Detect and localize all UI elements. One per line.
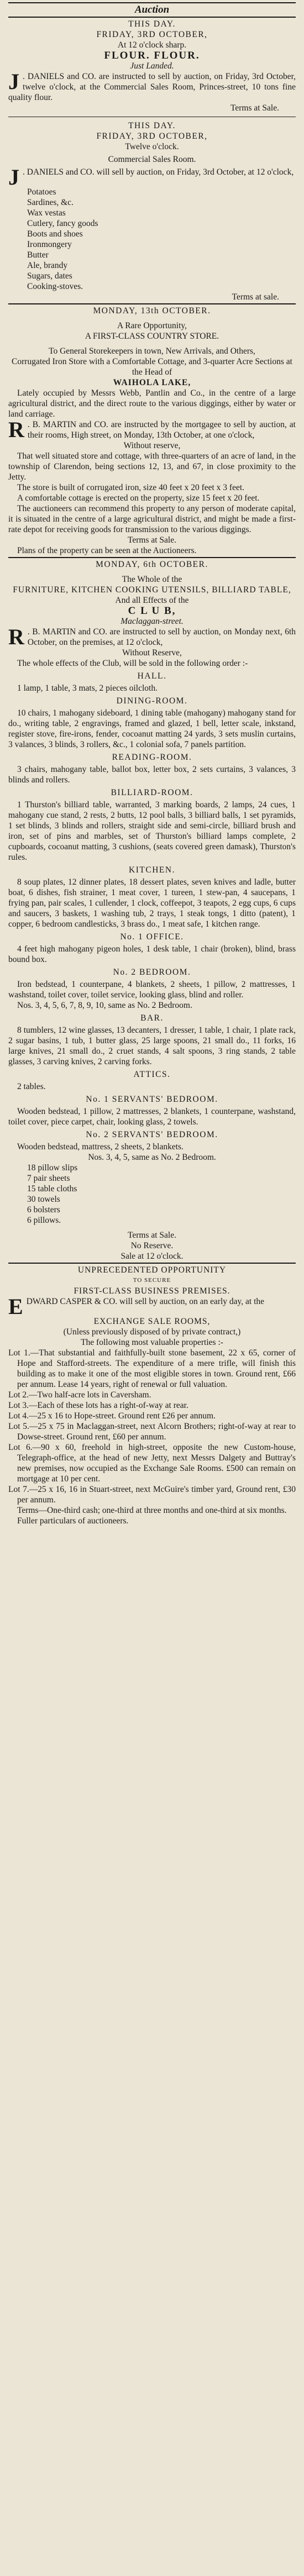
ad3-body1: Lately occupied by Messrs Webb, Pantlin and Co., in the centre of a large agricultural district, and the direct route to the various diggings, either by water or land carriage. (8, 388, 296, 419)
list-item: Cooking-stoves. (27, 282, 83, 291)
list-item: Ale, brandy (27, 261, 68, 270)
room-name: No. 1 SERVANTS' BEDROOM. (86, 1095, 218, 1104)
room-name: READING-ROOM. (112, 753, 192, 762)
ad3-body4: The store is built of corrugated iron, size 40 feet x 20 feet x 3 feet. (17, 483, 245, 492)
ad4-street: Maclaggan-street. (120, 617, 184, 626)
lot-item: Lot 3.—Each of these lots has a right-of-way at rear. (8, 1401, 188, 1410)
ad5-title: UNPRECEDENTED OPPORTUNITY (77, 1265, 227, 1275)
room-items: 2 tables. (17, 1082, 46, 1091)
ad4-reserve: Without Reserve, (122, 648, 182, 658)
room-name: No. 2 BEDROOM. (113, 968, 191, 977)
ad5-terms: Terms—One-third cash; one-third at three months and one-third at six months. (17, 1506, 287, 1515)
ad1-signoff: Terms at Sale. (230, 103, 279, 113)
list-item: Sugars, dates (27, 271, 72, 281)
list-item: Butter (27, 250, 49, 260)
ad3-date: MONDAY, 13th OCTOBER. (93, 306, 211, 316)
ad5-unless: (Unless previously disposed of by private contract,) (63, 1327, 241, 1337)
ad2-date: FRIDAY, 3RD OCTOBER, (96, 132, 208, 141)
room-section (8, 752, 296, 785)
room-items: 8 tumblers, 12 wine glasses, 13 decanters, 1 dresser, 1 table, 1 chair, 1 plate rack, 2 sugar basins, 1 tub, 1 butter glass, 25 large spoons, 21 small do., 11 forks, 16 large knives, 21 small do., 2 cruet stands, 4 salt spoons, 3 ring stands, 2 table glasses, 3 carving knives, 2 carving forks. (8, 1026, 296, 1066)
list-item: 15 table cloths (27, 1184, 77, 1194)
ad-club-furniture (8, 559, 296, 1261)
ad2-body: . DANIELS and CO. will sell by auction, on Friday, 3rd October, at 12 o'clock, (23, 167, 294, 177)
divider (8, 303, 296, 304)
ad3-body5: A comfortable cottage is erected on the property, size 15 feet x 20 feet. (17, 493, 260, 503)
room-section (8, 865, 296, 929)
ad-daniels-sale (8, 120, 296, 302)
ad3-place: WAIHOLA LAKE, (113, 378, 191, 387)
list-item: Boots and shoes (27, 229, 83, 239)
room-items: 3 chairs, mahogany table, ballot box, letter box, 2 sets curtains, 3 valances, 3 blinds and rollers. (8, 765, 296, 785)
room-items: Nos. 3, 4, 5, same as No. 2 Bedroom. (88, 1153, 216, 1162)
ad5-drop-cap: E (8, 1294, 23, 1319)
ad3-to: To General Storekeepers in town, New Arrivals, and Others, (49, 346, 255, 356)
room-name: KITCHEN. (129, 865, 175, 875)
room-items: Nos. 3, 4, 5, 6, 7, 8, 9, 10, same as No. 2 Bedroom. (17, 1001, 192, 1010)
room-name: No. 1 OFFICE. (120, 932, 184, 942)
ad3-opp: A Rare Opportunity, (117, 321, 187, 330)
lot-item: Lot 1.—That substantial and faithfully-built stone basement, 22 x 65, corner of Hope and Stafford-streets. The expenditure of a mere trifle, will finish this building as to make it one of the most eligible stores in town. Ground rent, £66 per annum. Lease 14 years, right of renewal or full valuation. (8, 1348, 296, 1389)
list-item: 30 towels (27, 1195, 60, 1204)
ad1-time: At 12 o'clock sharp. (117, 40, 187, 50)
room-name: DINING-ROOM. (116, 696, 188, 706)
ad4-date: MONDAY, 6th OCTOBER. (96, 560, 208, 569)
ad4-club: C L U B, (128, 605, 176, 617)
ad4-terms: Terms at Sale. (127, 1231, 176, 1240)
ad2-place: Commercial Sales Room. (108, 155, 196, 164)
banner-rule (8, 17, 296, 18)
room-items: 8 soup plates, 12 dinner plates, 18 dessert plates, seven knives and ladle, butter boat, 6 dishes, fish strainer, 1 meat cover, 1 tureen, 1 stew-pan, 4 saucepans, 1 frying pan, pair scales, 1 cullender, 1 clock, coffeepot, 3 teapots, 2 egg cups, 6 cups and saucers, 3 baskets, 1 washing tub, 2 trays, 1 steak tongs, 1 ditto (patent), 1 copper, 6 bedroom candlesticks, 3 brass do., 1 meat safe, 1 kitchen range. (8, 877, 296, 929)
list-item: Potatoes (27, 187, 56, 197)
room-section (8, 1129, 296, 1152)
ad4-drop-cap: R (8, 624, 24, 649)
room-name: No. 2 SERVANTS' BEDROOM. (86, 1130, 218, 1139)
list-item: 7 pair sheets (27, 1174, 70, 1183)
ad1-sub: Just Landed. (130, 61, 174, 71)
ad4-sale: Sale at 12 o'clock. (120, 1252, 184, 1261)
ad4-intro: The whole effects of the Club, will be sold in the following order :- (17, 659, 248, 668)
ad-business-premises (8, 1265, 296, 1526)
ad3-desc: Corrugated Iron Store with a Comfortable Cottage, and 3-quarter Acre Sections at the Head of (12, 357, 292, 377)
top-rule (8, 2, 296, 3)
ad2-time: Twelve o'clock. (125, 142, 179, 151)
ad2-items (27, 187, 296, 292)
ad3-drop-cap: R (8, 417, 24, 442)
room-name: HALL. (137, 671, 167, 681)
room-section (8, 1152, 296, 1163)
ad1-day: THIS DAY. (128, 19, 176, 29)
lot-item: Lot 6.—90 x 60, freehold in high-street, opposite the new Custom-house, Telegraph-office, at the head of new Jetty, next Messrs Dalgety and Buttray's new premises, now occupied as the Exchange Sale Rooms. £500 can remain on mortgage at 10 per cent. (8, 1443, 296, 1484)
room-section (8, 967, 296, 1000)
ad3-terms: Terms at Sale. (127, 535, 176, 545)
room-name: BAR. (140, 1013, 164, 1023)
room-items: 1 lamp, 1 table, 3 mats, 2 pieces oilcloth. (17, 684, 158, 693)
room-section (8, 1094, 296, 1127)
ad2-signoff: Terms at sale. (232, 292, 279, 302)
list-item: 6 bolsters (27, 1205, 60, 1215)
divider (8, 1263, 296, 1264)
room-items: 1 Thurston's billiard table, warranted, 3 marking boards, 2 lamps, 24 cues, 1 mahogany cue stand, 2 rests, 2 butts, 12 pool balls, 3 billiard balls, 1 set pyramids, 1 set blinds, 3 blinds and rollers, straight side and semi-circle, billiard brush and iron, set of pins and marbles, set of Thurston's billiard lamps complete, 2 cupboards, cocoanut matting, 3 cushions, (seats covered green damask), Thurston's rules. (8, 800, 296, 862)
ad3-plans: Plans of the property can be seen at the Auctioneers. (17, 546, 197, 555)
room-name: BILLIARD-ROOM. (111, 788, 193, 797)
ad-country-store (8, 306, 296, 556)
ad3-body6: The auctioneers can recommend this property to any person of moderate capital, it is situated in the centre of a large agricultural district, and might be made a first-rate depot for receiving goods for transmission to the various diggings. (8, 504, 296, 534)
room-section (8, 696, 296, 750)
room-section (8, 671, 296, 693)
ad4-effects: And all Effects of the (115, 596, 189, 605)
ad5-following: The following most valuable properties :- (81, 1338, 223, 1347)
room-items: Iron bedstead, 1 counterpane, 4 blankets, 2 sheets, 1 pillow, 2 mattresses, 1 washstand, toilet cover, toilet service, looking glass, blind and roller. (8, 980, 296, 1000)
ad5-premises: FIRST-CLASS BUSINESS PREMISES. (74, 1286, 230, 1296)
ad5-rooms: EXCHANGE SALE ROOMS, (93, 1317, 211, 1326)
list-item: Ironmongery (27, 240, 72, 249)
ad3-body3: That well situated store and cottage, with three-quarters of an acre of land, in the township of Clarendon, being sections 12, 13, and 67, in close proximity to the Jetty. (8, 451, 296, 482)
room-section (8, 932, 296, 965)
list-item: Sardines, &c. (27, 198, 74, 207)
ad5-fuller: Fuller particulars of auctioneers. (17, 1516, 129, 1526)
ad4-body: . B. MARTIN and CO. are instructed to sell by auction, on Monday next, 6th October, on the premises, at 12 o'clock, (27, 627, 296, 647)
ad5-to-secure: TO SECURE (133, 1277, 171, 1284)
lot-item: Lot 5.—25 x 75 in Maclaggan-street, next Alcorn Brothers; right-of-way at rear to Dowse-street. Ground rent, £60 per annum. (8, 1422, 296, 1442)
ad4-whole: The Whole of the (122, 575, 182, 584)
list-item: 6 pillows. (27, 1216, 61, 1225)
room-name: ATTICS. (133, 1070, 171, 1079)
list-item: Wax vestas (27, 208, 66, 218)
newspaper-column (8, 0, 296, 1526)
ad4-reserve2: No Reserve. (130, 1241, 174, 1250)
room-section (8, 787, 296, 863)
list-item: 18 pillow slips (27, 1163, 78, 1173)
lot-item: Lot 7.—25 x 16, 16 in Stuart-street, next McGuire's timber yard, Ground rent, £30 per annum. (8, 1485, 296, 1505)
room-section (8, 1000, 296, 1011)
list-item: Cutlery, fancy goods (27, 219, 98, 228)
ad2-day: THIS DAY. (128, 121, 176, 130)
ad4-title: FURNITURE, KITCHEN COOKING UTENSILS, BILLIARD TABLE, (13, 585, 291, 595)
ad3-reserve: Without reserve, (123, 441, 181, 450)
ad5-body: DWARD CASPER & CO. will sell by auction, on an early day, at the (26, 1297, 265, 1306)
ad2-drop-cap: J (8, 165, 19, 190)
room-items: 10 chairs, 1 mahogany sideboard, 1 dining table (mahogany) mahogany stand for do., writing table, 2 engravings, framed and glazed, 1 bell, letter scale, inkstand, register stove, fire-irons, fender, cocoanut matting 24 yards, 3 sets muslin curtains, 3 valances, 3 blinds, 3 rollers, &c., 1 colonial sofa, 7 panels partition. (8, 708, 296, 749)
room-section (8, 1013, 296, 1067)
ad3-body2: . B. MARTIN and CO. are instructed by the mortgagee to sell by auction, at their rooms, High street, on Monday, 13th October, at one o'clock, (27, 420, 296, 440)
room-items: 4 feet high mahogany pigeon holes, 1 desk table, 1 chair (broken), blind, brass bound box. (8, 944, 296, 964)
ad1-headline: FLOUR. FLOUR. (104, 50, 200, 61)
room-items: Wooden bedstead, 1 pillow, 2 mattresses, 2 blankets, 1 counterpane, washstand, toilet cover, piece carpet, chair, looking glass, 2 towels. (8, 1107, 296, 1127)
divider (8, 557, 296, 558)
section-banner: Auction (134, 4, 170, 15)
linen-list (27, 1163, 296, 1226)
lot-item: Lot 4.—25 x 16 to Hope-street. Ground rent £26 per annum. (8, 1411, 216, 1421)
room-items: Wooden bedstead, mattress, 2 sheets, 2 blankets. (17, 1142, 184, 1152)
room-section (8, 1069, 296, 1092)
ad1-date: FRIDAY, 3RD OCTOBER, (96, 30, 208, 39)
ad1-body: . DANIELS and CO. are instructed to sell by auction, on Friday, 3rd October, twelve o'clock, at the Commercial Sales Room, Princes-street, 10 tons fine quality flour. (8, 72, 296, 102)
ad3-title: A FIRST-CLASS COUNTRY STORE. (85, 332, 219, 341)
lot-item: Lot 2.—Two half-acre lots in Caversham. (8, 1390, 151, 1400)
ad-flour (8, 19, 296, 113)
ad1-drop-cap: J (8, 69, 19, 94)
